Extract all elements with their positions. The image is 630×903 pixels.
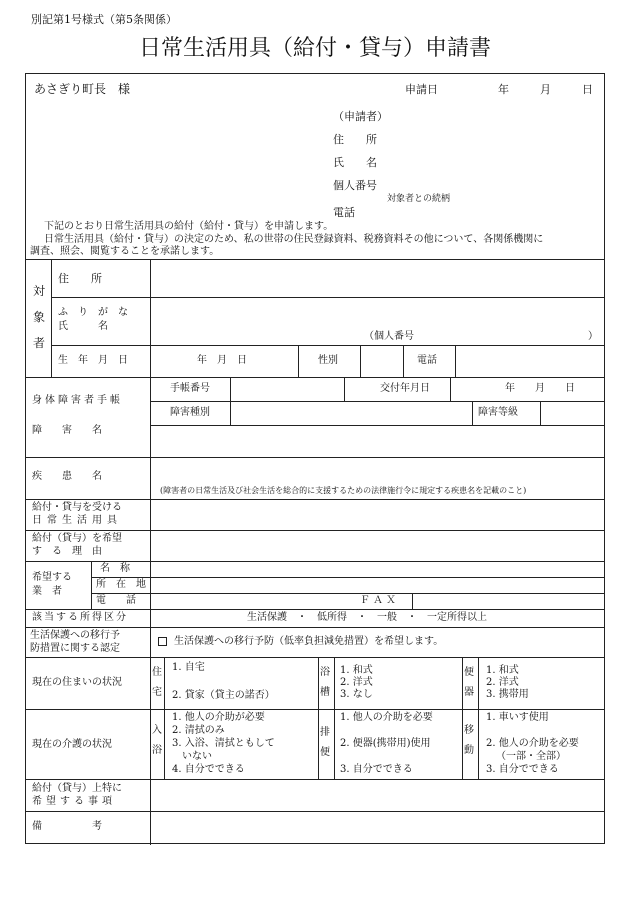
care-col3-opt-1[interactable]: 1. 車いす使用 <box>486 712 549 723</box>
housing-col3-opt-3[interactable]: 3. 携帯用 <box>486 689 529 700</box>
subject-sex-label: 性別 <box>318 355 338 366</box>
care-col3-opt-2b[interactable]: （一部・全部） <box>496 751 566 762</box>
applicant-phone-label: 電話 <box>333 206 355 219</box>
housing-col2-head-1: 浴 <box>320 667 330 678</box>
income-label: 該当する所得区分 <box>32 612 128 623</box>
disability-grade-label: 障害等級 <box>478 407 518 418</box>
subject-furigana-label: ふ り が な <box>58 307 128 318</box>
care-col1-opt-2[interactable]: 2. 清拭のみ <box>172 725 225 736</box>
care-col3-opt-3[interactable]: 3. 自分でできる <box>486 764 559 775</box>
issue-date-label: 交付年月日 <box>380 383 430 394</box>
housing-col1-head-1: 住 <box>152 667 162 678</box>
applicant-name-label: 氏 名 <box>333 156 377 169</box>
declaration-line-2: 日常生活用具（給付・貸与）の決定のため、私の世帯の住民登録資料、税務資料その他について、各関係機関に <box>44 234 544 245</box>
care-col3-head-2: 動 <box>464 745 474 756</box>
housing-label: 現在の住まいの状況 <box>32 677 122 688</box>
disability-name-label: 障 害 名 <box>32 425 102 436</box>
subject-birthdate-label: 生 年 月 日 <box>58 355 128 366</box>
subject-personal-number-label: （個人番号 <box>364 331 414 342</box>
page-title: 日常生活用具（給付・貸与）申請書 <box>138 36 491 61</box>
care-col1-head-1: 入 <box>152 725 162 736</box>
housing-col2-opt-2[interactable]: 2. 洋式 <box>340 677 373 688</box>
special-label-2: 希望する事項 <box>32 796 116 807</box>
vendor-label-2: 業 者 <box>32 586 62 597</box>
prevention-text: 生活保護への移行予防（低率負担減免措置）を希望します。 <box>174 636 444 647</box>
subject-side-3: 者 <box>33 336 46 350</box>
care-col2-head-2: 便 <box>320 747 330 758</box>
care-col3-opt-2[interactable]: 2. 他人の介助を必要 <box>486 738 579 749</box>
vendor-fax-label: ＦＡＸ <box>360 595 399 606</box>
care-col2-opt-1[interactable]: 1. 他人の介助を必要 <box>340 712 433 723</box>
year-label: 年 <box>498 83 509 96</box>
vendor-name-label: 名 称 <box>100 563 130 574</box>
subject-name-label: 氏 名 <box>58 321 108 332</box>
prevention-label-1: 生活保護への移行予 <box>30 630 120 641</box>
housing-col3-opt-2[interactable]: 2. 洋式 <box>486 677 519 688</box>
housing-col3-head-1: 便 <box>464 667 474 678</box>
care-col1-opt-3b: いない <box>172 751 212 762</box>
prevention-label-2: 防措置に関する認定 <box>30 643 120 654</box>
form-reference: 別記第1号様式（第5条関係） <box>31 13 177 26</box>
vendor-location-label: 所 在 地 <box>96 579 146 590</box>
subject-personal-number-close: ） <box>588 331 598 342</box>
housing-col3-opt-1[interactable]: 1. 和式 <box>486 665 519 676</box>
date-label: 申請日 <box>405 83 438 96</box>
care-col3-head-1: 移 <box>464 725 474 736</box>
addressee: あさぎり町長 様 <box>34 82 131 96</box>
reason-label-1: 給付（貸与）を希望 <box>32 533 122 544</box>
care-col1-opt-3[interactable]: 3. 入浴、清拭ともして <box>172 738 275 749</box>
care-col2-opt-2[interactable]: 2. 便器(携帯用)使用 <box>340 738 431 749</box>
remarks-label: 備 考 <box>32 821 102 832</box>
housing-col1-opt-2[interactable]: 2. 貸家（貸主の諾否） <box>172 690 275 701</box>
disease-note: (障害者の日常生活及び社会生活を総合的に支援するための法律施行令に規定する疾患名を記載のこと) <box>160 486 527 495</box>
income-options[interactable]: 生活保護 ・ 低所得 ・ 一般 ・ 一定所得以上 <box>247 612 487 623</box>
handbook-number-label: 手帳番号 <box>170 383 210 394</box>
disability-type-label: 障害種別 <box>170 407 210 418</box>
subject-phone-label: 電話 <box>417 355 437 366</box>
housing-col1-head-2: 宅 <box>152 687 162 698</box>
equipment-label-2: 日常生活用具 <box>32 515 122 526</box>
housing-col2-opt-3[interactable]: 3. なし <box>340 689 373 700</box>
care-col1-opt-1[interactable]: 1. 他人の介助が必要 <box>172 712 265 723</box>
subject-side-1: 対 <box>33 284 46 298</box>
form-frame <box>25 73 605 844</box>
subject-address-label: 住 所 <box>58 272 102 285</box>
care-col2-opt-3[interactable]: 3. 自分でできる <box>340 764 413 775</box>
month-label: 月 <box>540 83 551 96</box>
declaration-line-3: 調査、照会、閲覧することを承諾します。 <box>30 246 220 257</box>
vendor-label-1: 希望する <box>32 572 72 583</box>
declaration-line-1: 下記のとおり日常生活用具の給付（給付・貸与）を申請します。 <box>44 221 334 232</box>
reason-label-2: する理由 <box>32 546 112 557</box>
care-col1-head-2: 浴 <box>152 745 162 756</box>
equipment-label-1: 給付・貸与を受ける <box>32 502 122 513</box>
applicant-address-label: 住 所 <box>333 133 377 146</box>
applicant-heading: （申請者） <box>333 110 388 123</box>
subject-side-2: 象 <box>33 310 46 324</box>
subject-birthdate-ymd: 年 月 日 <box>197 355 247 366</box>
care-col2-head-1: 排 <box>320 727 330 738</box>
housing-col3-head-2: 器 <box>464 687 474 698</box>
relation-label: 対象者との続柄 <box>387 194 451 204</box>
housing-col2-opt-1[interactable]: 1. 和式 <box>340 665 373 676</box>
prevention-checkbox[interactable] <box>158 637 167 646</box>
handbook-label: 身体障害者手帳 <box>32 395 123 406</box>
special-label-1: 給付（貸与）上特に <box>32 783 122 794</box>
day-label: 日 <box>582 83 593 96</box>
vendor-phone-label: 電 話 <box>96 595 136 606</box>
care-label: 現在の介護の状況 <box>32 739 112 750</box>
applicant-personal-number-label: 個人番号 <box>333 179 377 192</box>
care-col1-opt-4[interactable]: 4. 自分でできる <box>172 764 245 775</box>
issue-date-ymd: 年 月 日 <box>505 383 575 394</box>
housing-col1-opt-1[interactable]: 1. 自宅 <box>172 662 205 673</box>
housing-col2-head-2: 槽 <box>320 687 330 698</box>
disease-label: 疾 患 名 <box>32 471 102 482</box>
